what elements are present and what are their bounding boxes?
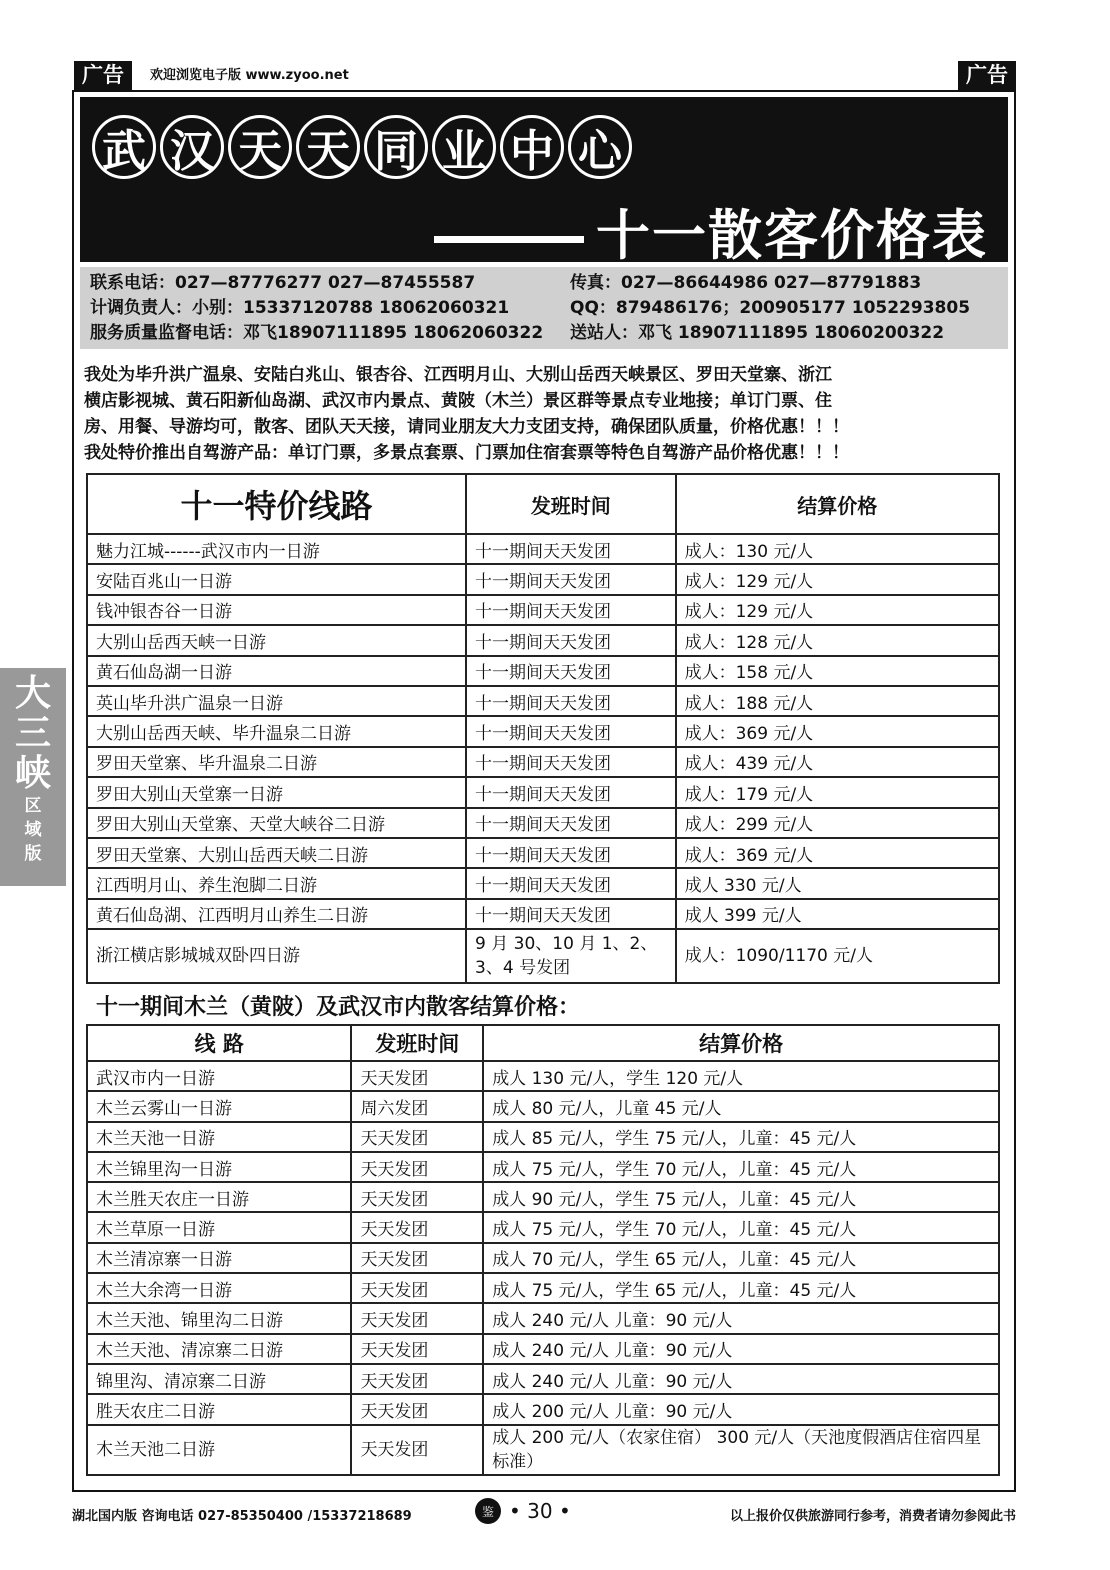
table-row — [87, 1152, 999, 1182]
title-char: 同 — [364, 115, 428, 179]
intro-line: 房、用餐、导游均可，散客、团队天天接，请同业朋友大力支团支持，确保团队质量，价格优惠！！！ — [84, 417, 849, 437]
table-row — [87, 656, 999, 686]
departure-cell: 天天发团 — [351, 1334, 483, 1364]
departure-cell: 十一期间天天发团 — [466, 534, 676, 564]
departure-cell: 天天发团 — [351, 1303, 483, 1333]
footer-right: 以上报价仅供旅游同行参考，消费者请勿参阅此书 — [729, 1509, 1016, 1524]
route-cell: 木兰云雾山一日游 — [87, 1091, 351, 1121]
route-cell: 木兰天池、锦里沟二日游 — [87, 1303, 351, 1333]
departure-cell: 十一期间天天发团 — [466, 777, 676, 807]
route-cell: 钱冲银杏谷一日游 — [87, 595, 466, 625]
departure-cell: 十一期间天天发团 — [466, 656, 676, 686]
table-row — [87, 929, 999, 983]
price-cell: 成人 200 元/人（农家住宿） 300 元/人（天池度假酒店住宿四星标准） — [483, 1425, 999, 1475]
departure-cell: 天天发团 — [351, 1364, 483, 1394]
table-row — [87, 1273, 999, 1303]
departure-cell: 天天发团 — [351, 1425, 483, 1475]
price-cell: 成人 70 元/人，学生 65 元/人，儿童：45 元/人 — [483, 1243, 999, 1273]
special-routes-table — [86, 473, 1000, 984]
price-cell: 成人：179 元/人 — [676, 777, 999, 807]
header-price: 结算价格 — [483, 1025, 999, 1061]
price-cell: 成人 130 元/人，学生 120 元/人 — [483, 1061, 999, 1091]
price-cell: 成人 80 元/人，儿童 45 元/人 — [483, 1091, 999, 1121]
table-row — [87, 1182, 999, 1212]
route-cell: 罗田天堂寨、毕升温泉二日游 — [87, 747, 466, 777]
price-cell: 成人 75 元/人，学生 65 元/人，儿童：45 元/人 — [483, 1273, 999, 1303]
route-cell: 罗田大别山天堂寨一日游 — [87, 777, 466, 807]
table-row — [87, 1091, 999, 1121]
dash-decoration — [434, 236, 584, 243]
title-char: 业 — [432, 115, 496, 179]
subtitle — [434, 193, 988, 270]
edition-side-tab — [0, 668, 66, 886]
table-row — [87, 1212, 999, 1242]
price-cell: 成人 90 元/人，学生 75 元/人，儿童：45 元/人 — [483, 1182, 999, 1212]
route-cell: 木兰天池、清凉寨二日游 — [87, 1334, 351, 1364]
title-chars — [92, 115, 632, 179]
price-cell: 成人 240 元/人 儿童：90 元/人 — [483, 1303, 999, 1333]
contact-delivery: 送站人：邓飞 18907111895 18060200322 — [570, 323, 945, 343]
departure-cell: 天天发团 — [351, 1152, 483, 1182]
price-cell: 成人 399 元/人 — [676, 899, 999, 929]
title-char: 中 — [500, 115, 564, 179]
price-cell: 成人：129 元/人 — [676, 595, 999, 625]
route-cell: 木兰锦里沟一日游 — [87, 1152, 351, 1182]
price-cell: 成人：128 元/人 — [676, 625, 999, 655]
price-cell: 成人：158 元/人 — [676, 656, 999, 686]
table-row — [87, 1334, 999, 1364]
route-cell: 木兰草原一日游 — [87, 1212, 351, 1242]
departure-cell: 十一期间天天发团 — [466, 838, 676, 868]
table-row — [87, 1364, 999, 1394]
route-cell: 武汉市内一日游 — [87, 1061, 351, 1091]
side-sub: 域 — [24, 820, 42, 840]
table-row — [87, 1061, 999, 1091]
departure-cell: 天天发团 — [351, 1394, 483, 1424]
price-cell: 成人 240 元/人 儿童：90 元/人 — [483, 1334, 999, 1364]
departure-cell: 十一期间天天发团 — [466, 747, 676, 777]
route-cell: 胜天农庄二日游 — [87, 1394, 351, 1424]
table-row — [87, 534, 999, 564]
route-cell: 英山毕升洪广温泉一日游 — [87, 686, 466, 716]
departure-cell: 天天发团 — [351, 1182, 483, 1212]
intro-line: 我处为毕升洪广温泉、安陆白兆山、银杏谷、江西明月山、大别山岳西天峡景区、罗田天堂寨、浙江 — [84, 365, 832, 385]
ad-tag-right: 广告 — [958, 61, 1016, 90]
table-row — [87, 1243, 999, 1273]
side-sub: 版 — [24, 844, 42, 864]
title-char: 武 — [92, 115, 156, 179]
table-row — [87, 868, 999, 898]
route-cell: 魅力江城------武汉市内一日游 — [87, 534, 466, 564]
contact-phone: 联系电话：027—87776277 027—87455587 — [90, 273, 476, 293]
side-char: 峡 — [14, 753, 51, 794]
intro-text — [84, 362, 1004, 466]
ad-tag-left: 广告 — [74, 61, 132, 90]
departure-cell: 十一期间天天发团 — [466, 686, 676, 716]
departure-cell: 十一期间天天发团 — [466, 868, 676, 898]
table-row — [87, 777, 999, 807]
header-departure: 发班时间 — [351, 1025, 483, 1061]
departure-cell: 天天发团 — [351, 1122, 483, 1152]
departure-cell: 十一期间天天发团 — [466, 625, 676, 655]
departure-cell: 十一期间天天发团 — [466, 899, 676, 929]
price-cell: 成人：439 元/人 — [676, 747, 999, 777]
route-cell: 锦里沟、清凉寨二日游 — [87, 1364, 351, 1394]
route-cell: 浙江横店影城城双卧四日游 — [87, 929, 466, 983]
route-cell: 安陆百兆山一日游 — [87, 564, 466, 594]
price-cell: 成人：299 元/人 — [676, 808, 999, 838]
contact-box — [80, 267, 1008, 349]
route-cell: 木兰天池二日游 — [87, 1425, 351, 1475]
departure-cell: 天天发团 — [351, 1212, 483, 1242]
route-cell: 黄石仙岛湖一日游 — [87, 656, 466, 686]
footer-left: 湖北国内版 咨询电话 027-85350400 /15337218689 — [72, 1509, 412, 1524]
price-cell: 成人 75 元/人，学生 70 元/人，儿童：45 元/人 — [483, 1212, 999, 1242]
table-row — [87, 1394, 999, 1424]
departure-cell: 周六发团 — [351, 1091, 483, 1121]
mulan-routes-table — [86, 1024, 1000, 1476]
route-cell: 黄石仙岛湖、江西明月山养生二日游 — [87, 899, 466, 929]
departure-cell: 十一期间天天发团 — [466, 564, 676, 594]
price-cell: 成人：129 元/人 — [676, 564, 999, 594]
contact-coordinator: 计调负责人：小别：15337120788 18062060321 — [90, 298, 510, 318]
table-row — [87, 808, 999, 838]
price-cell: 成人 200 元/人 儿童：90 元/人 — [483, 1394, 999, 1424]
header-route: 线 路 — [87, 1025, 351, 1061]
price-cell: 成人：1090/1170 元/人 — [676, 929, 999, 983]
table-row — [87, 747, 999, 777]
price-cell: 成人 75 元/人，学生 70 元/人，儿童：45 元/人 — [483, 1152, 999, 1182]
title-char: 天 — [296, 115, 360, 179]
departure-cell: 十一期间天天发团 — [466, 716, 676, 746]
departure-cell: 十一期间天天发团 — [466, 595, 676, 625]
price-cell: 成人 240 元/人 儿童：90 元/人 — [483, 1364, 999, 1394]
route-cell: 大别山岳西天峡一日游 — [87, 625, 466, 655]
route-cell: 罗田大别山天堂寨、天堂大峡谷二日游 — [87, 808, 466, 838]
table-row — [87, 1425, 999, 1475]
departure-cell: 天天发团 — [351, 1273, 483, 1303]
header-departure: 发班时间 — [466, 474, 676, 534]
table2-title: 十一期间木兰（黄陂）及武汉市内散客结算价格： — [96, 995, 581, 1020]
page-number — [475, 1498, 571, 1524]
route-cell: 木兰大余湾一日游 — [87, 1273, 351, 1303]
side-char: 三 — [14, 713, 51, 754]
price-cell: 成人：369 元/人 — [676, 838, 999, 868]
price-cell: 成人 330 元/人 — [676, 868, 999, 898]
table-row — [87, 564, 999, 594]
table-row — [87, 899, 999, 929]
header-price: 结算价格 — [676, 474, 999, 534]
contact-fax: 传真：027—86644986 027—87791883 — [570, 273, 922, 293]
route-cell: 木兰清凉寨一日游 — [87, 1243, 351, 1273]
header-routes: 十一特价线路 — [87, 474, 466, 534]
intro-line: 我处特价推出自驾游产品：单订门票，多景点套票、门票加住宿套票等特色自驾游产品价格优惠！！！ — [84, 443, 849, 463]
price-cell: 成人 85 元/人，学生 75 元/人，儿童：45 元/人 — [483, 1122, 999, 1152]
route-cell: 木兰天池一日游 — [87, 1122, 351, 1152]
contact-supervisor: 服务质量监督电话：邓飞18907111895 18062060322 — [90, 323, 544, 343]
title-char: 心 — [568, 115, 632, 179]
price-cell: 成人：188 元/人 — [676, 686, 999, 716]
title-banner — [80, 97, 1008, 267]
departure-cell: 9 月 30、10 月 1、2、3、4 号发团 — [466, 929, 676, 983]
title-char: 天 — [228, 115, 292, 179]
price-cell: 成人：369 元/人 — [676, 716, 999, 746]
table-row — [87, 686, 999, 716]
welcome-text: 欢迎浏览电子版 www.zyoo.net — [150, 68, 349, 83]
title-char: 汉 — [160, 115, 224, 179]
table-row — [87, 595, 999, 625]
route-cell: 木兰胜天农庄一日游 — [87, 1182, 351, 1212]
price-cell: 成人：130 元/人 — [676, 534, 999, 564]
publisher-logo-icon: 鉴 — [475, 1498, 501, 1524]
table-row — [87, 838, 999, 868]
side-sub: 区 — [24, 796, 42, 816]
subtitle-text: 十一散客价格表 — [596, 204, 988, 267]
table-row — [87, 1122, 999, 1152]
table-row — [87, 1303, 999, 1333]
page-number-text: • 30 • — [509, 1499, 571, 1523]
side-char: 大 — [14, 673, 51, 714]
contact-qq: QQ：879486176；200905177 1052293805 — [570, 298, 971, 318]
route-cell: 江西明月山、养生泡脚二日游 — [87, 868, 466, 898]
table-row — [87, 716, 999, 746]
departure-cell: 天天发团 — [351, 1061, 483, 1091]
route-cell: 罗田天堂寨、大别山岳西天峡二日游 — [87, 838, 466, 868]
table-row — [87, 625, 999, 655]
intro-line: 横店影视城、黄石阳新仙岛湖、武汉市内景点、黄陂（木兰）景区群等景点专业地接；单订门票、住 — [84, 391, 832, 411]
departure-cell: 天天发团 — [351, 1243, 483, 1273]
departure-cell: 十一期间天天发团 — [466, 808, 676, 838]
route-cell: 大别山岳西天峡、毕升温泉二日游 — [87, 716, 466, 746]
